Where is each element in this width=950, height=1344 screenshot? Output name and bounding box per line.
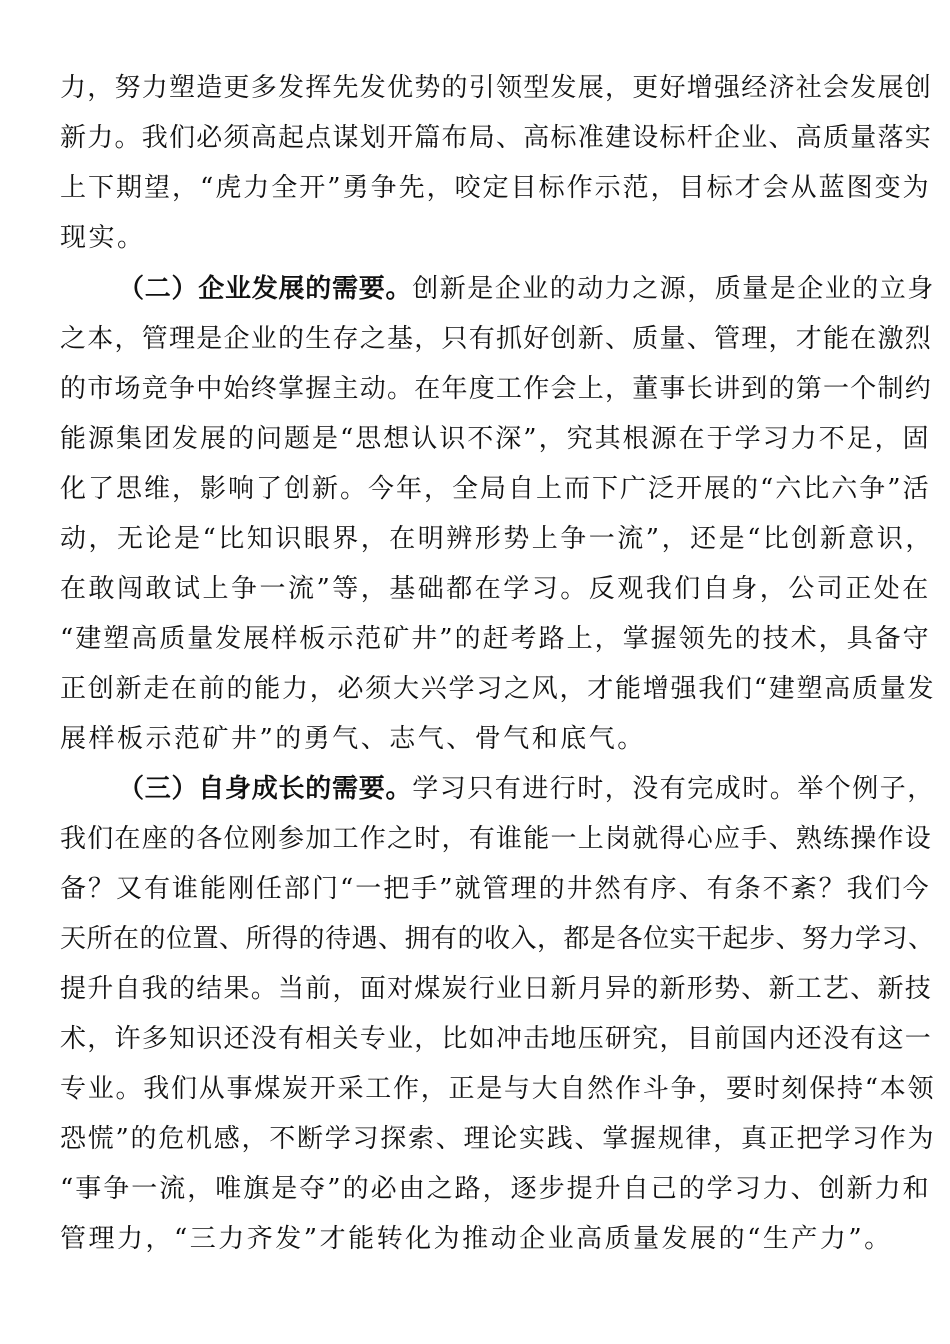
paragraph-3-first-line — [118, 772, 935, 806]
paragraph-1-line-4: 现实。 — [60, 223, 146, 253]
paragraph-3-line-2: 我们在座的各位刚参加工作之时，有谁能一上岗就得心应手、熟练操作设 — [60, 824, 933, 854]
paragraph-2-line-1-text: 创新是企业的动力之源，质量是企业的立身 — [412, 274, 935, 304]
paragraph-3-line-4: 天所在的位置、所得的待遇、拥有的收入，都是各位实干起步、努力学习、 — [60, 924, 935, 954]
section-heading-enterprise-development: （二）企业发展的需要。 — [118, 274, 413, 304]
paragraph-2-line-9: 正创新走在前的能力，必须大兴学习之风，才能增强我们“建塑高质量发 — [60, 674, 936, 704]
paragraph-2-line-8: “建塑高质量发展样板示范矿井”的赶考路上，掌握领先的技术，具备守 — [60, 624, 931, 654]
paragraph-3-line-5: 提升自我的结果。当前，面对煤炭行业日新月异的新形势、新工艺、新技 — [60, 974, 933, 1004]
paragraph-1-line-2: 新力。我们必须高起点谋划开篇布局、高标准建设标杆企业、高质量落实 — [60, 123, 933, 153]
paragraph-1-line-3: 上下期望，“虎力全开”勇争先，咬定目标作示范，目标才会从蓝图变为 — [60, 173, 931, 203]
paragraph-3-line-8: 恐慌”的危机感，不断学习探索、理论实践、掌握规律，真正把学习作为 — [60, 1124, 936, 1154]
paragraph-2-line-10: 展样板示范矿井”的勇气、志气、骨气和底气。 — [60, 724, 646, 754]
paragraph-2-line-4: 能源集团发展的问题是“思想认识不深”，究其根源在于学习力不足，固 — [60, 424, 931, 454]
section-heading-personal-growth: （三）自身成长的需要。 — [118, 774, 413, 804]
paragraph-3-line-1-text: 学习只有进行时，没有完成时。举个例子， — [412, 774, 935, 804]
paragraph-3-line-7: 专业。我们从事煤炭开采工作，正是与大自然作斗争，要时刻保持“本领 — [60, 1074, 936, 1104]
paragraph-2-line-5: 化了思维，影响了创新。今年，全局自上而下广泛开展的“六比六争”活 — [60, 474, 931, 504]
paragraph-3-line-9: “事争一流，唯旗是夺”的必由之路，逐步提升自己的学习力、创新力和 — [60, 1174, 931, 1204]
paragraph-3-line-6: 术，许多知识还没有相关专业，比如冲击地压研究，目前国内还没有这一 — [60, 1024, 933, 1054]
paragraph-3-line-3: 备？又有谁能刚任部门“一把手”就管理的井然有序、有条不紊？我们今 — [60, 874, 931, 904]
paragraph-2-line-2: 之本，管理是企业的生存之基，只有抓好创新、质量、管理，才能在激烈 — [60, 324, 933, 354]
paragraph-2-first-line — [118, 272, 935, 306]
paragraph-2-line-3: 的市场竞争中始终掌握主动。在年度工作会上，董事长讲到的第一个制约 — [60, 374, 933, 404]
paragraph-3-line-10: 管理力，“三力齐发”才能转化为推动企业高质量发展的“生产力”。 — [60, 1224, 893, 1254]
paragraph-2-line-7: 在敢闯敢试上争一流”等，基础都在学习。反观我们自身，公司正处在 — [60, 574, 931, 604]
paragraph-2-line-6: 动，无论是“比知识眼界，在明辨形势上争一流”，还是“比创新意识， — [60, 524, 934, 554]
paragraph-1-line-1: 力，努力塑造更多发挥先发优势的引领型发展，更好增强经济社会发展创 — [60, 73, 933, 103]
